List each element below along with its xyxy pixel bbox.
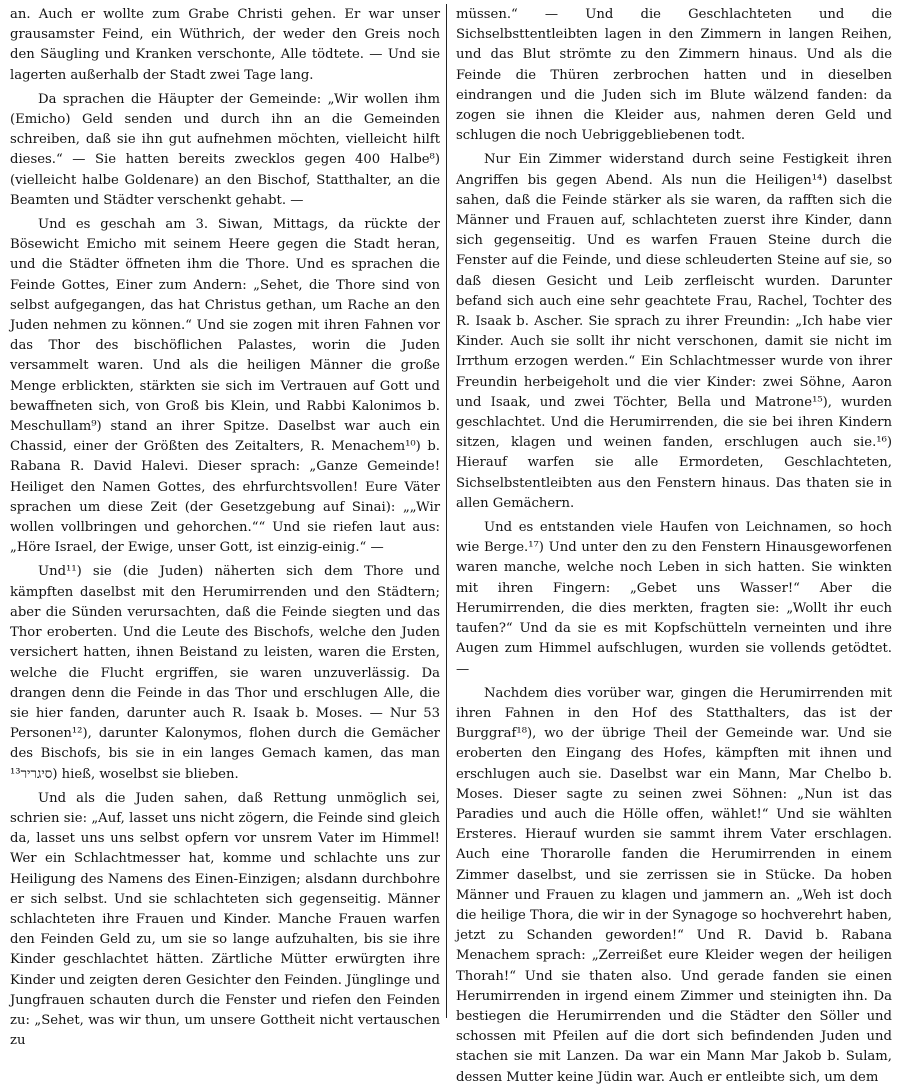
- paragraph: müssen.“ — Und die Geschlachteten und die Sichselbsttentleibten lagen in den Zimmern in langen Reihen, und das Blut strömte zu den Zimmern hinaus. Und als die Feinde die Thüren zerbrochen hatten und in dieselben eindrangen und die Juden sich im Blute wälzend fanden: da zogen sie ihnen die Kleider aus, nahmen deren Geld und schlugen die noch Uebriggebliebenen todt.: [456, 7, 892, 144]
- paragraph: Nur Ein Zimmer widerstand durch seine Festigkeit ihren Angriffen bis gegen Abend. Als nun die Heiligen¹⁴) daselbst sahen, daß die Feinde stärker als sie waren, da rafften sich die Männer und Frauen auf, schlachteten zuerst ihre Kinder, dann sich gegenseitig. Und es warfen Frauen Steine durch die Fenster auf die Feinde, und diese schleuderten Steine auf sie, so daß diesen Gesicht und Leib zerfleischt wurden. Darunter befand sich auch eine sehr geachtete Frau, Rachel, Tochter des R. Isaak b. Ascher. Sie sprach zu ihrer Freundin: „Ich habe vier Kinder. Auch sie sollt ihr nicht verschonen, damit sie nicht im Irrthum erzogen werden.“ Ein Schlachtmesser wurde von ihrer Freundin herbeigeholt und die vier Kinder: zwei Söhne, Aaron und Isaak, und zwei Töchter, Bella und Matrone¹⁵), wurden geschlachtet. Und die Herumirrenden, die sie bei ihren Kindern sitzen, klagen und weinen fanden, erschlugen auch sie.¹⁶) Hierauf warfen sie alle Ermordeten, Geschlachteten, Sichselbstentleibten aus den Fenstern hinaus. Das thaten sie in allen Gemächern.: [456, 152, 892, 511]
- paragraph: Und als die Juden sahen, daß Rettung unmöglich sei, schrien sie: „Auf, lasset uns nicht zögern, die Feinde sind gleich da, lasset uns uns selbst opfern vor unsrem Vater im Himmel! Wer ein Schlachtmesser hat, komme und schlachte uns zur Heiligung des Namens des Einen-Einzigen; alsdann durchbohre er sich selbst. Und sie schlachteten sich gegenseitig. Männer schlachteten ihre Frauen und Kinder. Manche Frauen warfen den Feinden Geld zu, um sie so lange aufzuhalten, bis sie ihre Kinder geschlachtet hätten. Zärtliche Mütter erwürgten ihre Kinder und zeigten deren Gesichter den Feinden. Jünglinge und Jungfrauen schauten durch die Fenster und riefen den Feinden zu: „Sehet, was wir thun, um unsere Gottheit nicht vertauschen zu: [10, 790, 440, 1049]
- paragraph: an. Auch er wollte zum Grabe Christi gehen. Er war unser grausamster Feind, ein Wüthrich, der weder den Greis noch den Säugling und Kranken verschonte, Alle tödtete. — Und sie lagerten außerhalb der Stadt zwei Tage lang.: [10, 7, 440, 83]
- right-column: [456, 5, 892, 1088]
- left-column: [10, 5, 440, 1051]
- paragraph: Und es geschah am 3. Siwan, Mittags, da rückte der Bösewicht Emicho mit seinem Heere gegen die Stadt heran, und die Städter öffneten ihm die Thore. Und es sprachen die Feinde Gottes, Einer zum Andern: „Sehet, die Thore sind von selbst aufgegangen, das hat Christus gethan, um Rache an den Juden nehmen zu können.“ Und sie zogen mit ihren Fahnen vor das Thor des bischöflichen Palastes, worin die Juden versammelt waren. Und als die heiligen Männer die große Menge erblickten, stärkten sie sich im Vertrauen auf Gott und bewaffneten sich, von Groß bis Klein, und Rabbi Kalonimos b. Meschullam⁹) stand an ihrer Spitze. Daselbst war auch ein Chassid, einer der Größten des Zeitalters, R. Menachem¹⁰) b. Rabana R. David Halevi. Dieser sprach: „Ganze Gemeinde! Heiliget den Namen Gottes, des ehrfurchtsvollen! Eure Väter sprachen um diese Zeit (der Gesetzgebung auf Sinai): „„Wir wollen vollbringen und gehorchen.““ Und sie riefen laut aus: „Höre Israel, der Ewige, unser Gott, ist einzig-einig.“ —: [10, 217, 440, 556]
- paragraph: Nachdem dies vorüber war, gingen die Herumirrenden mit ihren Fahnen in den Hof des Statthalters, das ist der Burggraf¹⁸), wo der übrige Theil der Gemeinde war. Und sie eroberten den Eingang des Hofes, kämpften mit ihnen und erschlugen auch sie. Daselbst war ein Mann, Mar Chelbo b. Moses. Dieser sagte zu seinen zwei Söhnen: „Nun ist das Paradies und auch die Hölle offen, wählet!“ Und sie wählten Ersteres. Hierauf wurden sie sammt ihrem Vater erschlagen. Auch eine Thorarolle fanden die Herumirrenden in einem Zimmer daselbst, und sie zerrissen sie in Stücke. Da hoben Männer und Frauen zu klagen und jammern an. „Weh ist doch die heilige Thora, die wir in der Synagoge so hochverehrt haben, jetzt zu Schanden geworden!“ Und R. David b. Rabana Menachem sprach: „Zerreißet eure Kleider wegen der heiligen Thorah!“ Und sie thaten also. Und gerade fanden sie einen Herumirrenden in irgend einem Zimmer und steinigten ihn. Da bestiegen die Herumirrenden und die Städter den Söller und schossen mit Pfeilen auf die dort sich befindenden Juden und stachen sie mit Lanzen. Da war ein Mann Mar Jakob b. Sulam, dessen Mutter keine Jüdin war. Auch er entleibte sich, um dem: [456, 685, 892, 1085]
- paragraph: Da sprachen die Häupter der Gemeinde: „Wir wollen ihm (Emicho) Geld senden und durch ihn an die Gemeinden schreiben, daß sie ihn gut aufnehmen möchten, vielleicht hilft dieses.“ — Sie hatten bereits zwecklos gegen 400 Halbe⁸) (vielleicht halbe Goldenare) an den Bischof, Statthalter, an die Beamten und Städter verschenkt gehabt. —: [10, 91, 440, 208]
- paragraph: Und es entstanden viele Haufen von Leichnamen, so hoch wie Berge.¹⁷) Und unter den zu den Fenstern Hinausgeworfenen waren manche, welche noch Leben in sich hatten. Sie winkten mit ihren Fingern: „Gebet uns Wasser!“ Aber die Herumirrenden, die dies merkten, fragten sie: „Wollt ihr euch taufen?“ Und da sie es mit Kopfschütteln verneinten und ihre Augen zum Himmel aufschlugen, wurden sie vollends getödtet. —: [456, 520, 892, 677]
- paragraph: Und¹¹) sie (die Juden) näherten sich dem Thore und kämpften daselbst mit den Herumirrenden und den Städtern; aber die Sünden verursachten, daß die Feinde siegten und das Thor eroberten. Und die Leute des Bischofs, welche den Juden versichert hatten, ihnen Beistand zu leisten, waren die Ersten, welche die Flucht ergriffen, sie waren unzuverlässig. Da drangen denn die Feinde in das Thor und erschlugen Alle, die sie hier fanden, darunter auch R. Isaak b. Moses. — Nur 53 Personen¹²), darunter Kalonymos, flohen durch die Gemächer des Bischofs, bis sie in ein langes Gemach kamen, das man סיגריר¹³) hieß, woselbst sie blieben.: [10, 564, 440, 782]
- column-divider: [446, 4, 447, 1018]
